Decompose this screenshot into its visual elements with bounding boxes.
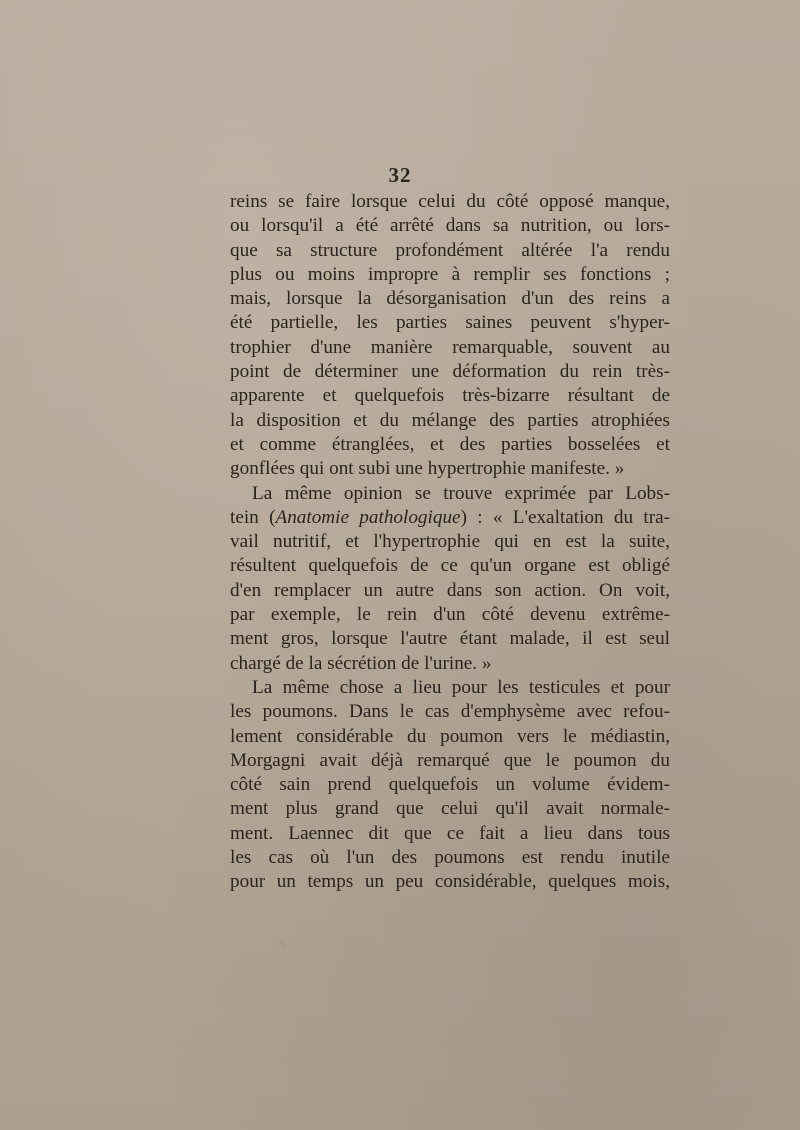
text-line: ou lorsqu'il a été arrêté dans sa nutrition, ou lors- — [230, 215, 670, 237]
body-text — [230, 190, 670, 895]
text-line: d'en remplacer un autre dans son action. On voit, — [230, 579, 670, 601]
text-line: par exemple, le rein d'un côté devenu extrême- — [230, 604, 670, 626]
text-line: côté sain prend quelquefois un volume évidem- — [230, 774, 670, 796]
text-line: tein (Anatomie pathologique) : « L'exaltation du tra- — [230, 506, 670, 528]
text-line: et comme étranglées, et des parties bosselées et — [230, 433, 670, 455]
text-line: gonflées qui ont subi une hypertrophie manifeste. » — [230, 458, 625, 480]
signature-mark-left: 3 — [278, 936, 285, 951]
text-line: reins se faire lorsque celui du côté opposé manque, — [230, 191, 670, 212]
text-line: été partielle, les parties saines peuvent s'hyper- — [230, 312, 670, 334]
text-line: ment plus grand que celui qu'il avait normale- — [230, 798, 670, 820]
page-number: 32 — [388, 163, 412, 187]
text-line: apparente et quelquefois très-bizarre résultant de — [230, 385, 670, 407]
text-line: que sa structure profondément altérée l'a rendu — [230, 239, 670, 261]
signature-mark-right: 3 — [600, 936, 607, 951]
text-line: chargé de la sécrétion de l'urine. » — [230, 652, 492, 674]
text-line: ment. Laennec dit que ce fait a lieu dans tous — [230, 822, 670, 844]
text-line: La même opinion se trouve exprimée par Lobs- — [252, 482, 670, 504]
book-title-italic: Anatomie pathologique — [275, 506, 461, 528]
text-line: les cas où l'un des poumons est rendu inutile — [230, 847, 670, 869]
text-line: la disposition et du mélange des parties atrophiées — [230, 409, 670, 431]
text-line: pour un temps un peu considérable, quelques mois, — [230, 871, 670, 893]
text-line: résultent quelquefois de ce qu'un organe est obligé — [230, 555, 670, 577]
text-line: plus ou moins impropre à remplir ses fonctions ; — [230, 263, 670, 285]
text-line: lement considérable du poumon vers le médiastin, — [230, 725, 670, 747]
text-line: trophier d'une manière remarquable, souvent au — [230, 336, 670, 358]
text-line: ment gros, lorsque l'autre étant malade, il est seul — [230, 628, 670, 650]
text-line: Morgagni avait déjà remarqué que le poumon du — [230, 749, 670, 771]
text-line: vail nutritif, et l'hypertrophie qui en est la suite, — [230, 531, 670, 553]
text-line: les poumons. Dans le cas d'emphysème avec refou- — [230, 701, 670, 723]
text-line: La même chose a lieu pour les testicules et pour — [252, 676, 670, 698]
text-line: point de déterminer une déformation du rein très- — [230, 361, 670, 383]
text-line: mais, lorsque la désorganisation d'un des reins a — [230, 288, 670, 310]
